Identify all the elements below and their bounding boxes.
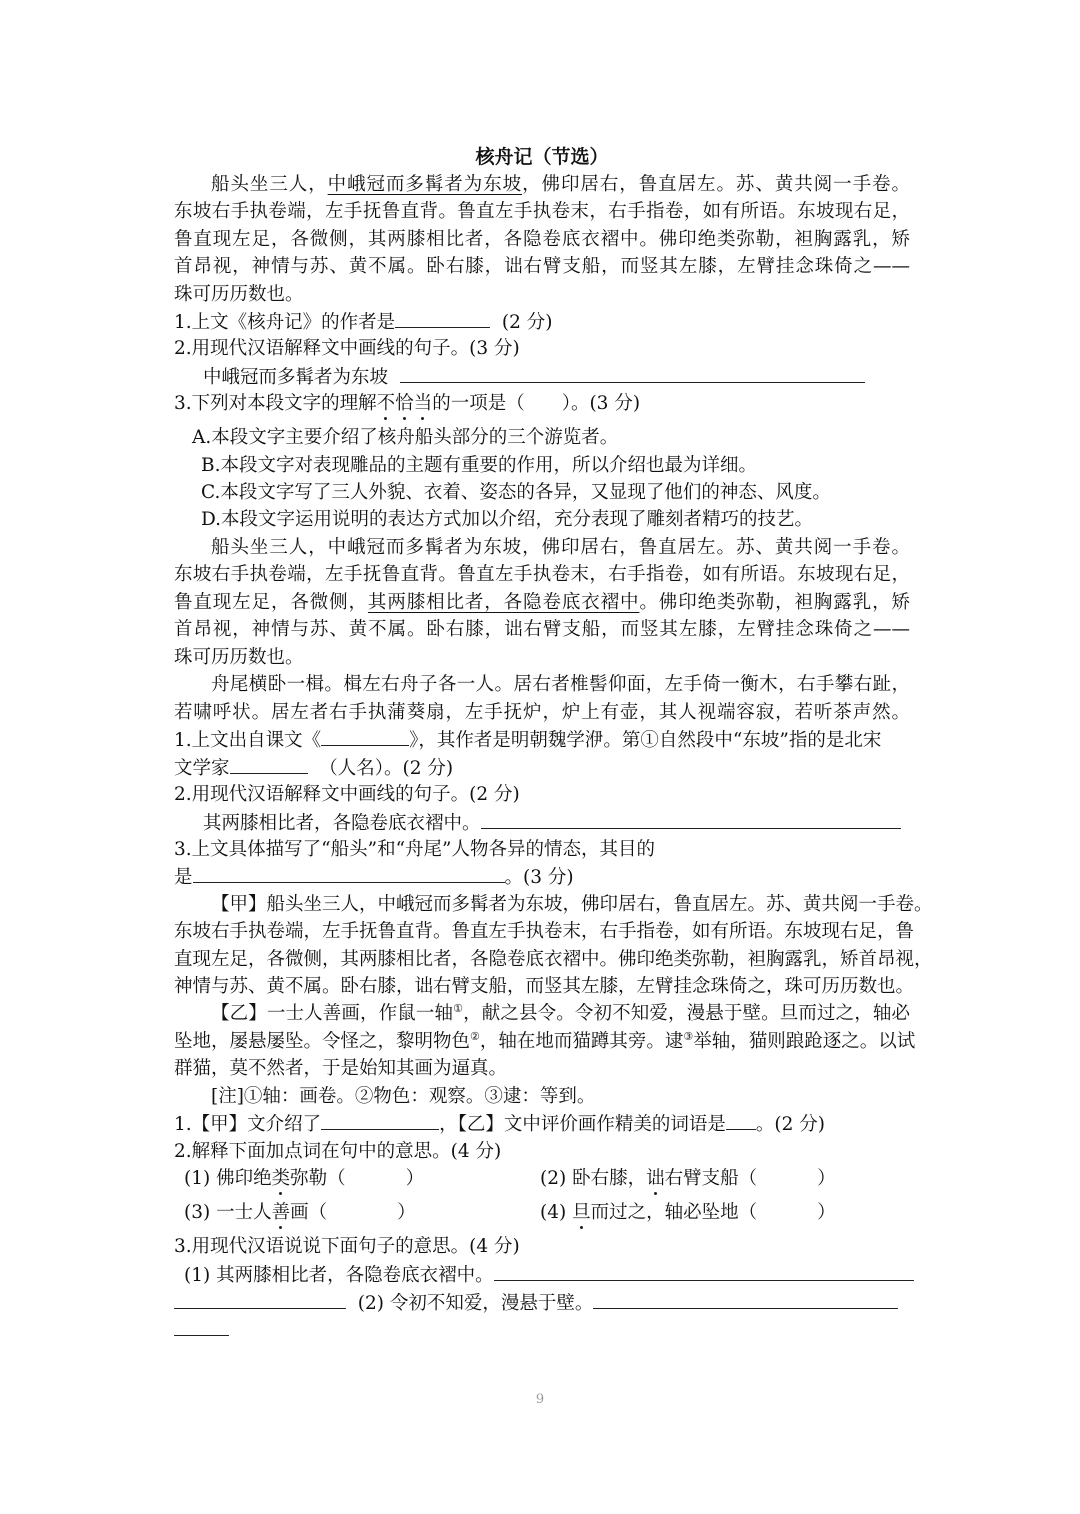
passage-3-line-2: 东坡右手执卷端，左手抚鲁直背。鲁直左手执卷末，右手指卷，如有所语。东坡现右足，鲁 (174, 921, 915, 942)
footnote-mark: ① (453, 1001, 464, 1015)
question-3-2: 2.解释下面加点词在句中的意思。(4 分) (174, 1141, 502, 1162)
answer-line[interactable] (400, 364, 865, 383)
passage-1-line-1: 船头坐三人，中峨冠而多髯者为东坡，佛印居右，鲁直居左。苏、黄共阅一手卷。 (211, 174, 910, 195)
passage-2-line-1: 船头坐三人，中峨冠而多髯者为东坡，佛印居右，鲁直居左。苏、黄共阅一手卷。 (211, 537, 910, 558)
answer-line[interactable] (174, 1290, 346, 1309)
passage-2-line-2: 东坡右手执卷端，左手抚鲁直背。鲁直左手执卷末，右手指卷，如有所语。东坡现右足， (174, 564, 910, 585)
underlined-sentence: 中峨冠而多髯者为东坡 (327, 174, 523, 195)
question-3-3: 3.用现代汉语说说下面句子的意思。(4 分) (174, 1236, 520, 1257)
answer-line-end (174, 1317, 910, 1344)
question-1-2-sentence: 中峨冠而多髯者为东坡 (174, 364, 939, 391)
passage-3-line-7: 群猫，莫不然者，于是始知其画为逼真。 (174, 1058, 508, 1079)
question-2-2-sentence: 其两膝相比者，各隐卷底衣褶中。 (174, 810, 939, 837)
question-1-3: 3.下列对本段文字的理解不恰当的一项是（ ）。(3 分) (174, 393, 641, 414)
passage-3-line-6: 坠地，屡悬屡坠。令怪之，黎明物色②，轴在地而猫蹲其旁。逮③举轴，猫则踉跄逐之。以试 (174, 1029, 916, 1052)
question-2-3: 3.上文具体描写了“船头”和“舟尾”人物各异的情态，其目的 (174, 839, 655, 860)
passage-2-line-3: 鲁直现左足，各微侧，其两膝相比者，各隐卷底衣褶中。佛印绝类弥勒，袒胸露乳，矫 (174, 592, 910, 613)
question-2-2: 2.用现代汉语解释文中画线的句子。(2 分) (174, 784, 520, 805)
option-b: B.本段文字对表现雕品的主题有重要的作用，所以介绍也最为详细。 (201, 455, 757, 476)
answer-line[interactable] (174, 1317, 229, 1336)
item-3: (3) 一士人善画（ ） (184, 1202, 416, 1223)
passage-2-line-7: 若啸呼状。居左者右手执蒲葵扇，左手抚炉，炉上有壶，其人视端容寂，若听茶声然。 (174, 702, 910, 723)
passage-3-line-1: 【甲】船头坐三人，中峨冠而多髯者为东坡，佛印居右，鲁直居左。苏、黄共阅一手卷。 (211, 894, 933, 915)
answer-blank[interactable] (321, 727, 409, 746)
item-2: (2) 卧右膝，诎右臂支船（ ） (540, 1168, 836, 1189)
footnote: [注]①轴：画卷。②物色：观察。③逮：等到。 (211, 1086, 596, 1107)
answer-line[interactable] (481, 810, 901, 829)
footnote-mark: ② (470, 1029, 480, 1043)
option-c: C.本段文字写了三人外貌、衣着、姿态的各异，又显现了他们的神态、风度。 (201, 482, 831, 503)
answer-blank[interactable] (726, 1111, 756, 1130)
passage-1-line-5: 珠可历历数也。 (174, 284, 304, 305)
passage-3-line-3: 直现左足，各微侧，其两膝相比者，各隐卷底衣褶中。佛印绝类弥勒，袒胸露乳，矫首昂视， (174, 949, 933, 970)
passage-2-line-4: 首昂视，神情与苏、黄不属。卧右膝，诎右臂支船，而竖其左膝，左臂挂念珠倚之—— (174, 619, 910, 640)
answer-line[interactable] (193, 864, 505, 883)
item-1: (1) 佛印绝类弥勒（ ） (184, 1168, 425, 1189)
passage-3-line-5: 【乙】一士人善画，作鼠一轴①，献之县令。令初不知爱，漫悬于壁。旦而过之，轴必 (211, 1001, 910, 1024)
answer-blank[interactable] (395, 309, 490, 328)
passage-2-line-5: 珠可历历数也。 (174, 647, 304, 668)
passage-3-line-4: 神情与苏、黄不属。卧右膝，诎右臂支船，而竖其左膝，左臂挂念珠倚之，珠可历历数也。 (174, 976, 915, 997)
passage-2-line-6: 舟尾横卧一楫。楫左右舟子各一人。居右者椎髻仰面，左手倚一衡木，右手攀右趾， (211, 674, 910, 695)
question-1-2: 2.用现代汉语解释文中画线的句子。(3 分) (174, 338, 520, 359)
page-title: 核舟记（节选） (475, 146, 609, 168)
passage-1-line-2: 东坡右手执卷端，左手抚鲁直背。鲁直左手执卷末，右手指卷，如有所语。东坡现右足， (174, 201, 910, 222)
passage-1-line-4: 首昂视，神情与苏、黄不属。卧右膝，诎右臂支船，而竖其左膝，左臂挂念珠倚之—— (174, 256, 910, 277)
option-d: D.本段文字运用说明的表达方式加以介绍，充分表现了雕刻者精巧的技艺。 (201, 509, 814, 530)
question-3-1: 1.【甲】文介绍了 ，【乙】文中评价画作精美的词语是 。(2 分) (174, 1111, 910, 1138)
question-2-1-cont: 文学家 （人名）。(2 分) (174, 755, 910, 782)
underlined-sentence: 其两膝相比者，各隐卷底衣褶中 (367, 592, 640, 613)
answer-line[interactable] (593, 1290, 898, 1309)
page-number: 9 (535, 1392, 545, 1407)
question-2-3-cont: 是 。(3 分) (174, 864, 910, 891)
passage-1-line-3: 鲁直现左足，各微侧，其两膝相比者，各隐卷底衣褶中。佛印绝类弥勒，袒胸露乳，矫 (174, 229, 910, 250)
footnote-mark: ③ (683, 1029, 694, 1043)
answer-blank[interactable] (230, 755, 308, 774)
question-2-1: 1.上文出自课文《 》，其作者是明朝魏学洢。第①自然段中“东坡”指的是北宋 (174, 727, 910, 754)
answer-blank[interactable] (321, 1111, 439, 1130)
item-4: (4) 旦而过之，轴必坠地（ ） (540, 1202, 836, 1223)
question-1-1: 1.上文《核舟记》的作者是 (2 分) (174, 309, 910, 336)
answer-line[interactable] (494, 1262, 914, 1281)
question-3-3-item-1: (1) 其两膝相比者，各隐卷底衣褶中。 (174, 1262, 910, 1289)
question-3-3-item-2: (2) 令初不知爱，漫悬于壁。 (174, 1290, 910, 1317)
option-a: A.本段文字主要介绍了核舟船头部分的三个游览者。 (192, 427, 619, 448)
